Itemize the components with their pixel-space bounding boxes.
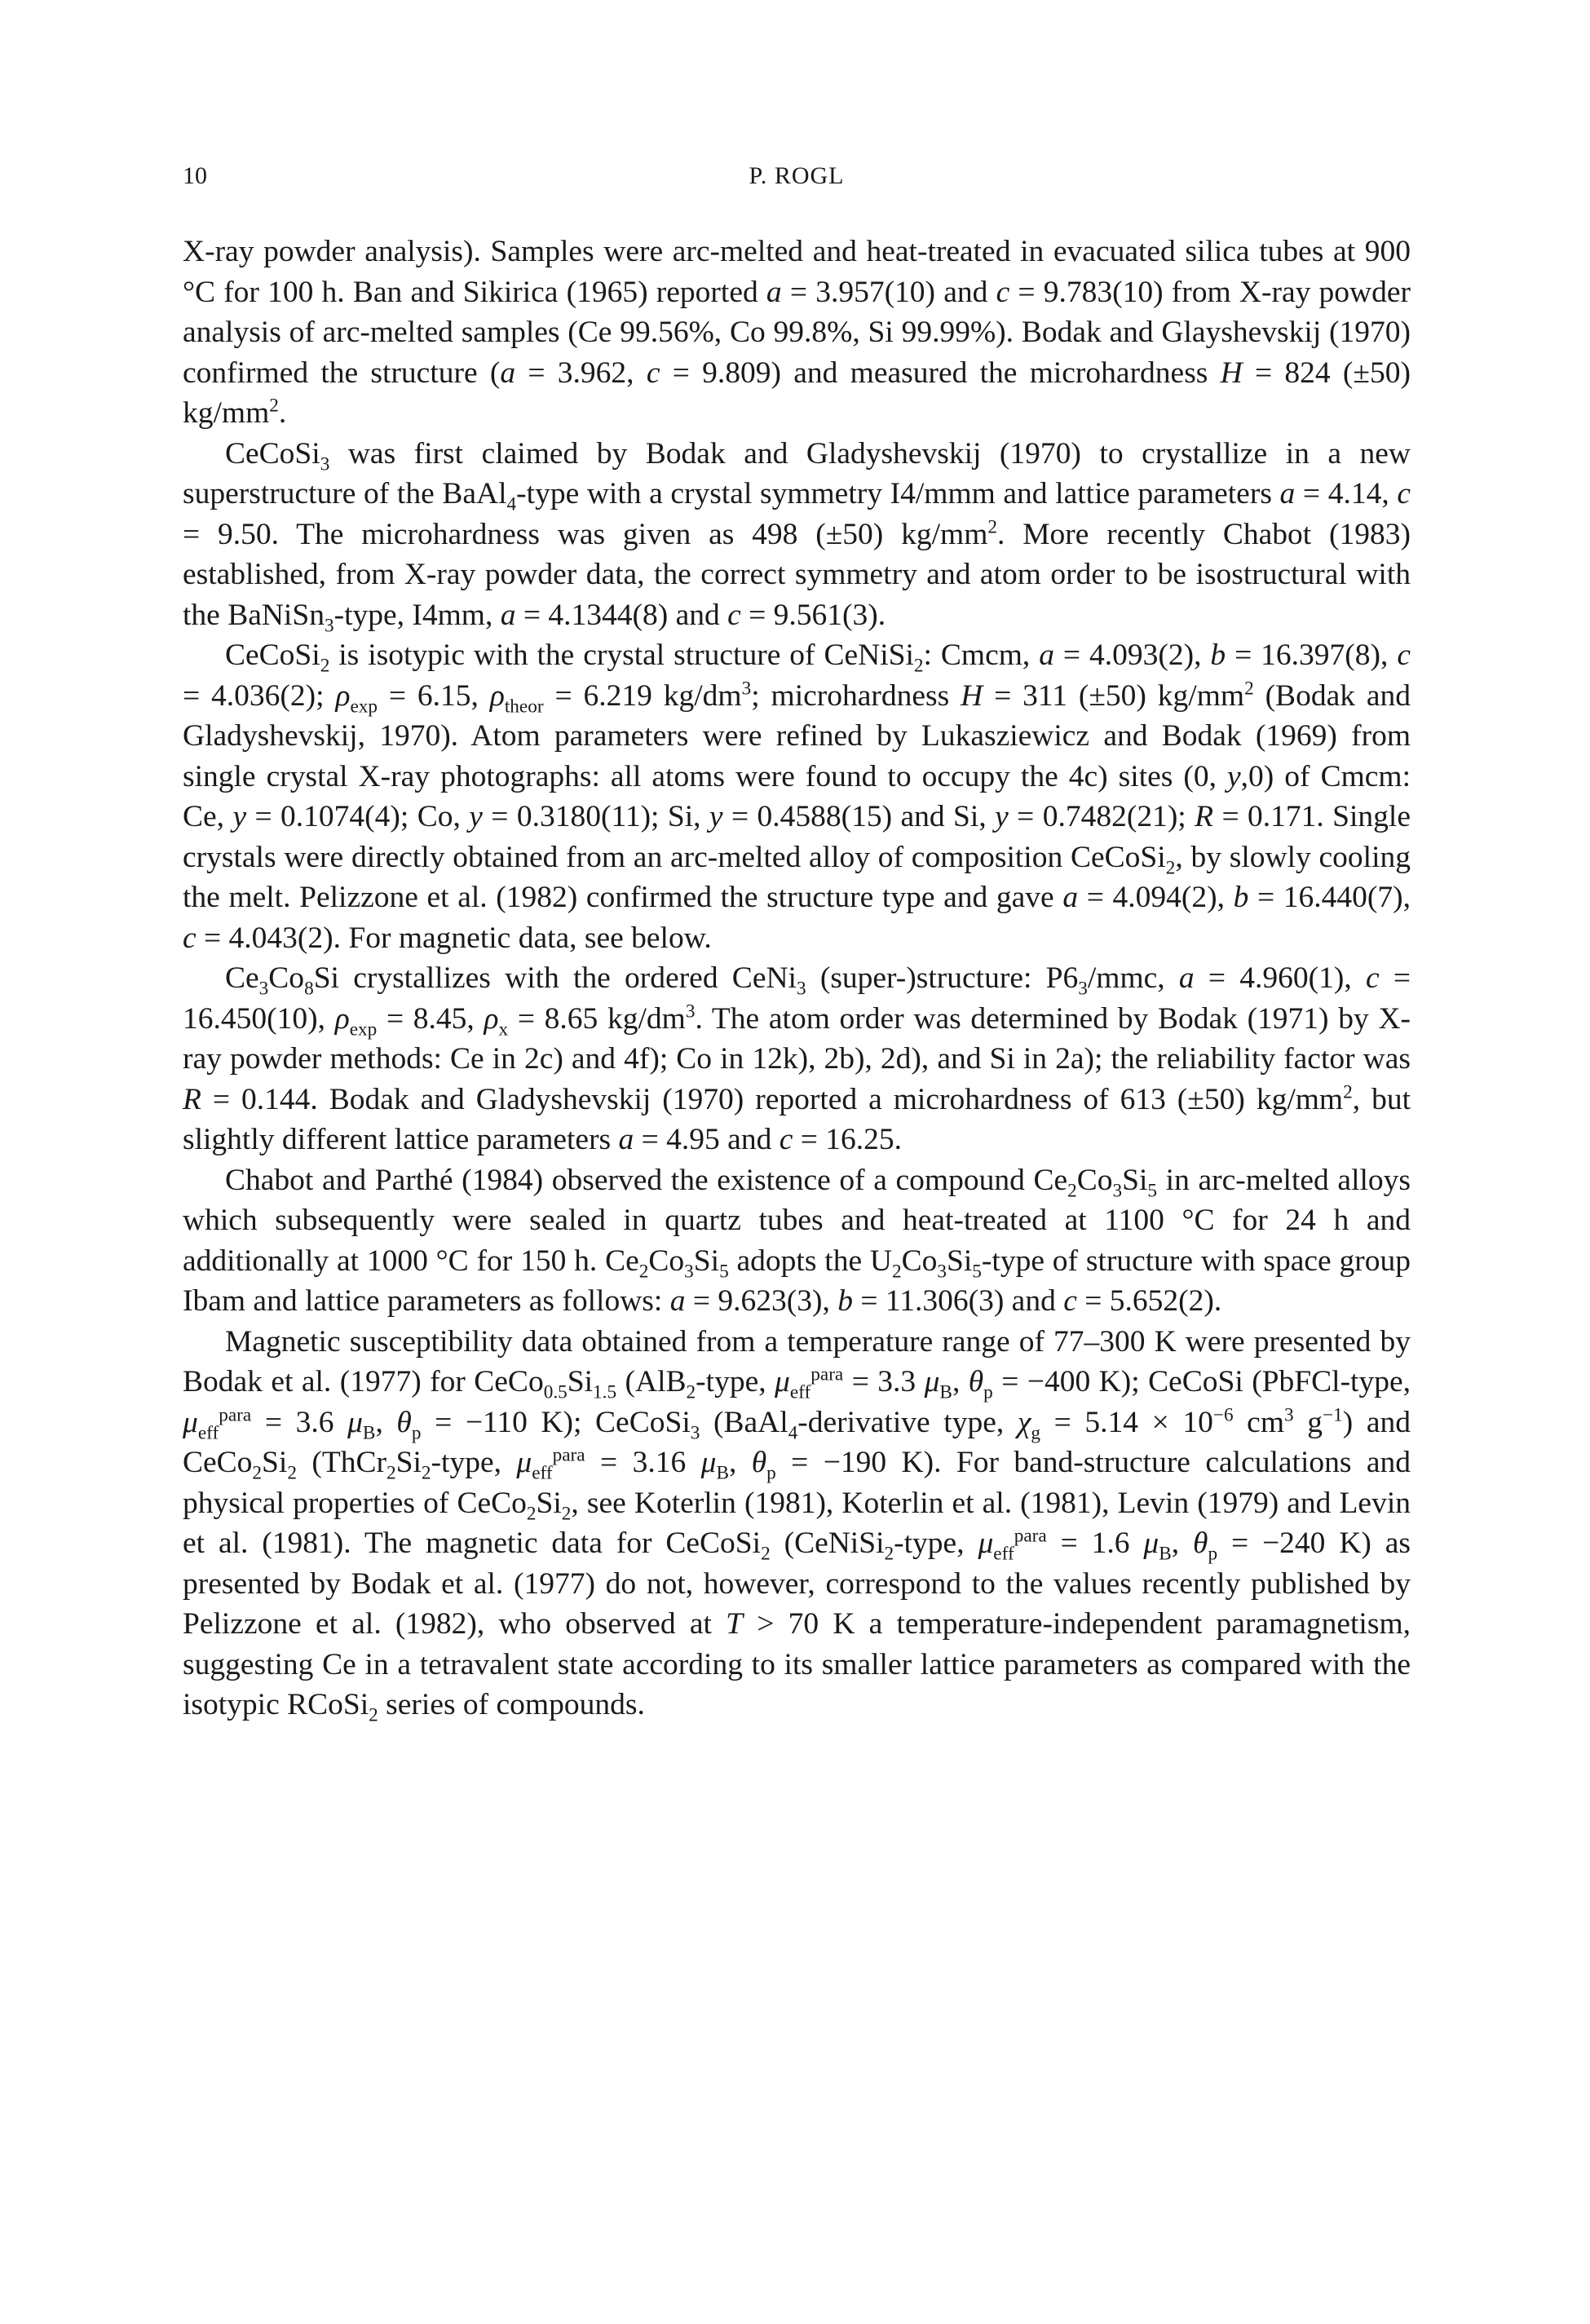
text-run: c [1365, 961, 1380, 995]
text-run: ρ [334, 1001, 350, 1036]
text-run: Si [567, 1365, 594, 1398]
text-run: Co [901, 1244, 938, 1278]
text-run: c [1063, 1284, 1077, 1318]
text-run: , but slightly different lattice parameters [183, 1082, 1411, 1156]
text-run: a [1279, 477, 1296, 510]
text-run: = −110 K); CeCoSi [421, 1405, 691, 1439]
page-number: 10 [183, 162, 207, 189]
text-run: 2 [1343, 1081, 1353, 1102]
text-run: c [183, 921, 197, 955]
text-run: c [996, 275, 1010, 309]
text-run: 2 [686, 1381, 696, 1403]
text-run: = −190 K). For band-structure calculations and physical properties of CeCo [183, 1446, 1411, 1520]
paragraph [183, 958, 1411, 1160]
text-run: H [961, 678, 983, 713]
text-run: a [1039, 638, 1054, 672]
text-run: 3 [1078, 978, 1088, 1000]
text-run: 5 [972, 1261, 982, 1282]
text-run: 3 [741, 678, 752, 699]
text-run: μ [183, 1405, 198, 1439]
text-run: = 0.7482(21); [1008, 800, 1195, 833]
text-run: = 16.440(7), [1248, 881, 1411, 914]
text-run: c [779, 1123, 793, 1156]
text-run: Co [1076, 1163, 1113, 1197]
text-run: b [1233, 881, 1249, 914]
text-run: = 3.16 [585, 1446, 701, 1479]
text-run: a [618, 1123, 634, 1156]
text-run: = 6.219 kg/dm [543, 678, 742, 713]
text-run: y [709, 800, 723, 833]
text-run: -type of structure with space group Ibam and lattice parameters as follows: [183, 1244, 1411, 1318]
text-run: adopts the U [728, 1244, 892, 1278]
text-run: (BaAl [700, 1405, 788, 1439]
text-run: theor [504, 696, 544, 717]
text-run: = 6.15, [378, 678, 490, 713]
text-run: R [1195, 800, 1214, 833]
text-run: para [810, 1363, 844, 1385]
text-run: , [728, 1446, 752, 1479]
text-run: CeCoSi [225, 638, 320, 672]
paragraph [183, 434, 1411, 636]
text-run: 2 [369, 1704, 378, 1726]
paragraph [183, 1322, 1411, 1725]
text-run: (AlB [616, 1365, 687, 1398]
text-run: -type, [431, 1446, 517, 1479]
text-run: 3 [796, 978, 806, 1000]
text-run: θ [1193, 1527, 1208, 1560]
text-run: ρ [489, 678, 505, 713]
text-run: ρ [335, 678, 351, 713]
text-run: 8 [304, 978, 314, 1000]
text-run: p [983, 1381, 993, 1403]
text-run: = 4.95 and [634, 1123, 780, 1156]
text-run: , by slowly cooling the melt. Pelizzone et al. (1982) confirmed the structure type and gave [183, 840, 1411, 914]
text-run: 3 [690, 1422, 700, 1443]
text-run: . More recently Chabot (1983) established, from X-ray powder data, the correct symmetry and atom order to be isostructural with the BaNiSn [183, 517, 1411, 632]
text-run: = 824 (±50) kg/mm [183, 356, 1411, 430]
text-run: = 9.50. The microhardness was given as 498 (±50) kg/mm [183, 517, 988, 551]
text-run: = 16.397(8), [1226, 638, 1398, 672]
text-run: B [1159, 1543, 1172, 1565]
text-run: -derivative type, [797, 1405, 1018, 1439]
text-run: Si crystallizes with the ordered CeNi [313, 961, 797, 995]
text-run: Si [693, 1244, 720, 1278]
text-run: 2 [320, 655, 330, 677]
text-run: = 4.093(2), [1053, 638, 1211, 672]
text-run: 3 [324, 615, 334, 636]
text-run: −1 [1322, 1404, 1343, 1425]
text-run: = 4.1344(8) and [515, 598, 728, 632]
text-run: Si [947, 1244, 973, 1278]
text-run: y [469, 800, 483, 833]
text-run: Si [1122, 1163, 1148, 1197]
text-run: exp [350, 696, 378, 717]
text-run: a [1062, 881, 1079, 914]
text-run: ; microhardness [751, 678, 961, 713]
text-run: eff [993, 1543, 1014, 1565]
text-run: (ThCr [296, 1446, 387, 1479]
text-run: B [939, 1381, 952, 1403]
text-run: = 9.561(3). [740, 598, 886, 632]
text-run: μ [775, 1365, 790, 1398]
text-run: y [1227, 759, 1241, 793]
text-run: 2 [987, 516, 997, 537]
text-run: χ [1017, 1405, 1031, 1439]
text-run: Magnetic susceptibility data obtained from a temperature range of 77–300 K were presented by Bodak et al. (1977) for CeCo [183, 1324, 1411, 1398]
text-run: = 9.809) and measured the microhardness [660, 356, 1221, 390]
text-run: Si [262, 1446, 288, 1479]
text-run: CeCoSi [225, 436, 320, 471]
text-run: c [727, 598, 741, 632]
text-run: μ [978, 1527, 994, 1560]
text-run: = 0.3180(11); Si, [482, 800, 709, 833]
text-run: μ [347, 1405, 363, 1439]
text-run: = 11.306(3) and [852, 1284, 1064, 1318]
text-run: ) and CeCo [183, 1405, 1411, 1479]
text-run: in arc-melted alloys which subsequently were sealed in quartz tubes and heat-treated at 1100 °C for 24 h and additionally at 1000 °C for 150 h. Ce [183, 1163, 1411, 1278]
text-run: 5 [719, 1261, 729, 1282]
text-run: a [500, 598, 516, 632]
text-run: B [716, 1462, 729, 1484]
text-run: θ [751, 1446, 767, 1479]
text-run: -type, I4mm, [333, 598, 501, 632]
text-run: -type with a crystal symmetry I4/mmm and lattice parameters [516, 477, 1280, 510]
text-run: (super-)structure: P6 [806, 961, 1079, 995]
text-run: μ [700, 1446, 717, 1479]
text-run: c [1397, 638, 1411, 672]
text-run: p [411, 1422, 422, 1443]
text-run: para [1014, 1525, 1047, 1547]
text-run: 1.5 [593, 1381, 617, 1403]
text-run: a [500, 356, 516, 390]
text-run: = 4.036(2); [183, 678, 336, 713]
text-run: a [1178, 961, 1195, 995]
text-run: 3 [258, 978, 269, 1000]
text-run: = 8.65 kg/dm [508, 1001, 686, 1036]
text-run: R [183, 1082, 201, 1116]
text-run: y [232, 800, 247, 833]
text-run: = 9.623(3), [685, 1284, 838, 1318]
text-run: Si [536, 1486, 562, 1520]
text-run: eff [197, 1422, 219, 1443]
text-run: = 3.6 [251, 1405, 348, 1439]
text-run: eff [532, 1462, 553, 1484]
text-run: 3 [320, 453, 330, 475]
text-run: = 3.3 [843, 1365, 925, 1398]
text-run: 2 [526, 1503, 537, 1524]
text-run: 3 [937, 1261, 947, 1282]
text-run: ,0) of Cmcm: Ce, [183, 759, 1411, 833]
text-run: B [362, 1422, 376, 1443]
text-run: = 4.14, [1295, 477, 1398, 510]
text-run: 2 [252, 1462, 263, 1484]
text-run: 2 [561, 1503, 572, 1524]
text-run: 2 [386, 1462, 396, 1484]
text-run: μ [516, 1446, 532, 1479]
paragraph [183, 232, 1411, 434]
text-run: 2 [638, 1261, 649, 1282]
text-run: eff [789, 1381, 811, 1403]
text-run: 2 [1244, 678, 1254, 699]
text-run: 2 [884, 1543, 894, 1565]
text-run: = 4.043(2). For magnetic data, see below. [196, 921, 712, 955]
text-run: = 0.1074(4); Co, [246, 800, 470, 833]
text-run: 3 [1112, 1180, 1123, 1201]
text-run: = 311 (±50) kg/mm [983, 678, 1245, 713]
text-run: 2 [269, 395, 279, 417]
text-run: p [1208, 1543, 1218, 1565]
text-run: 3 [685, 1001, 696, 1022]
text-run: μ [924, 1365, 940, 1398]
text-run: is isotypic with the crystal structure of CeNiSi [329, 638, 914, 672]
text-run: para [219, 1404, 252, 1425]
text-run: = 3.962, [515, 356, 647, 390]
text-run: series of compounds. [378, 1688, 645, 1721]
text-run: exp [349, 1018, 378, 1040]
text-run: = 4.094(2), [1078, 881, 1234, 914]
text-run: Co [268, 961, 305, 995]
text-run: 3 [1284, 1404, 1294, 1425]
text-run: Ce [225, 961, 259, 995]
text-run: : Cmcm, [923, 638, 1040, 672]
text-run: , [952, 1365, 969, 1398]
text-run: = 16.450(10), [183, 961, 1411, 1036]
text-run: g [1293, 1405, 1323, 1439]
page-header [183, 160, 1411, 192]
text-run: μ [1143, 1527, 1159, 1560]
body-text [183, 232, 1411, 1725]
text-run: 0.5 [543, 1381, 568, 1403]
text-run: 2 [913, 655, 924, 677]
text-run: y [995, 800, 1009, 833]
text-run: a [766, 275, 782, 309]
text-run: = −240 K) as presented by Bodak et al. (1977) do not, however, correspond to the values recently published by Pelizzone et al. (1982), who observed at [183, 1527, 1411, 1641]
text-run: (CeNiSi [770, 1527, 885, 1560]
text-run: > 70 K a temperature-independent paramagnetism, suggesting Ce in a tetravalent state according to its smaller lattice parameters as compared with the isotypic RCoSi [183, 1607, 1411, 1721]
text-run: H [1220, 356, 1243, 390]
text-run: = 8.45, [377, 1001, 484, 1036]
text-run: 2 [892, 1261, 902, 1282]
text-run: , [1171, 1527, 1194, 1560]
text-run: θ [968, 1365, 984, 1398]
text-run: c [1397, 477, 1411, 510]
text-run: −6 [1212, 1404, 1234, 1425]
text-run: p [766, 1462, 776, 1484]
text-run: para [552, 1444, 585, 1466]
paragraph [183, 635, 1411, 958]
text-run: b [1210, 638, 1226, 672]
text-run: = 9.783(10) from X-ray powder analysis of arc-melted samples (Ce 99.56%, Co 99.8%, Si 99.99%). Bodak and Glayshevskij (1970) confirmed the structure ( [183, 275, 1411, 390]
text-run: 2 [1165, 857, 1176, 878]
text-run: was first claimed by Bodak and Gladyshevskij (1970) to crystallize in a new superstructure of the BaAl [183, 436, 1411, 510]
text-run: = 0.4588(15) and Si, [722, 800, 996, 833]
text-run: , see Koterlin (1981), Koterlin et al. (1981), Levin (1979) and Levin et al. (1981). The magnetic data for CeCoSi [183, 1486, 1411, 1560]
text-run: 2 [761, 1543, 771, 1565]
text-run: Chabot and Parthé (1984) observed the existence of a compound Ce [225, 1163, 1068, 1197]
text-run: . [278, 396, 287, 430]
text-run: Si [395, 1446, 422, 1479]
text-run: = 0.171. Single crystals were directly obtained from an arc-melted alloy of composition CeCoSi [183, 800, 1411, 874]
text-run: -type, [696, 1365, 775, 1398]
text-run: 4 [506, 493, 517, 515]
text-run: X-ray powder analysis). Samples were arc-melted and heat-treated in evacuated silica tubes at 900 °C for 100 h. Ban and Sikirica (1965) reported [183, 235, 1411, 309]
text-run: = 16.25. [793, 1123, 903, 1156]
text-run: b [837, 1284, 853, 1318]
text-run: a [669, 1284, 686, 1318]
running-head: P. ROGL [749, 162, 845, 189]
text-run: 2 [1067, 1180, 1077, 1201]
text-run: θ [396, 1405, 412, 1439]
text-run: g [1031, 1422, 1040, 1443]
text-run: Co [648, 1244, 685, 1278]
text-run: 4 [788, 1422, 798, 1443]
text-run: = 0.144. Bodak and Gladyshevskij (1970) reported a microhardness of 613 (±50) kg/mm [201, 1082, 1344, 1116]
text-run: 2 [421, 1462, 431, 1484]
text-run: cm [1233, 1405, 1284, 1439]
text-run: ρ [484, 1001, 499, 1036]
text-run: = 1.6 [1046, 1527, 1144, 1560]
text-run: = 4.960(1), [1194, 961, 1366, 995]
paragraph [183, 1160, 1411, 1322]
text-run: = 3.957(10) and [781, 275, 996, 309]
text-run: -type, [894, 1527, 978, 1560]
text-run: = −400 K); CeCoSi (PbFCl-type, [992, 1365, 1411, 1398]
text-run: 3 [684, 1261, 694, 1282]
text-run: x [498, 1018, 509, 1040]
text-run: 2 [287, 1462, 297, 1484]
text-run: c [646, 356, 660, 390]
text-run: T [726, 1607, 744, 1641]
text-run: , [375, 1405, 397, 1439]
text-run: (Bodak and Gladyshevskij, 1970). Atom parameters were refined by Lukasziewicz and Bodak (1969) from single crystal X-ray photographs: all atoms were found to occupy the 4c) sites (0, [183, 678, 1411, 793]
text-run: 5 [1147, 1180, 1158, 1201]
text-run: = 5.14 × 10 [1040, 1405, 1213, 1439]
text-run: = 5.652(2). [1076, 1284, 1222, 1318]
text-run: . The atom order was determined by Bodak (1971) by X-ray powder methods: Ce in 2c) and 4f); Co in 12k), 2b), 2d), and Si in 2a); the reliability factor was [183, 1001, 1411, 1076]
text-run: /mmc, [1087, 961, 1179, 995]
